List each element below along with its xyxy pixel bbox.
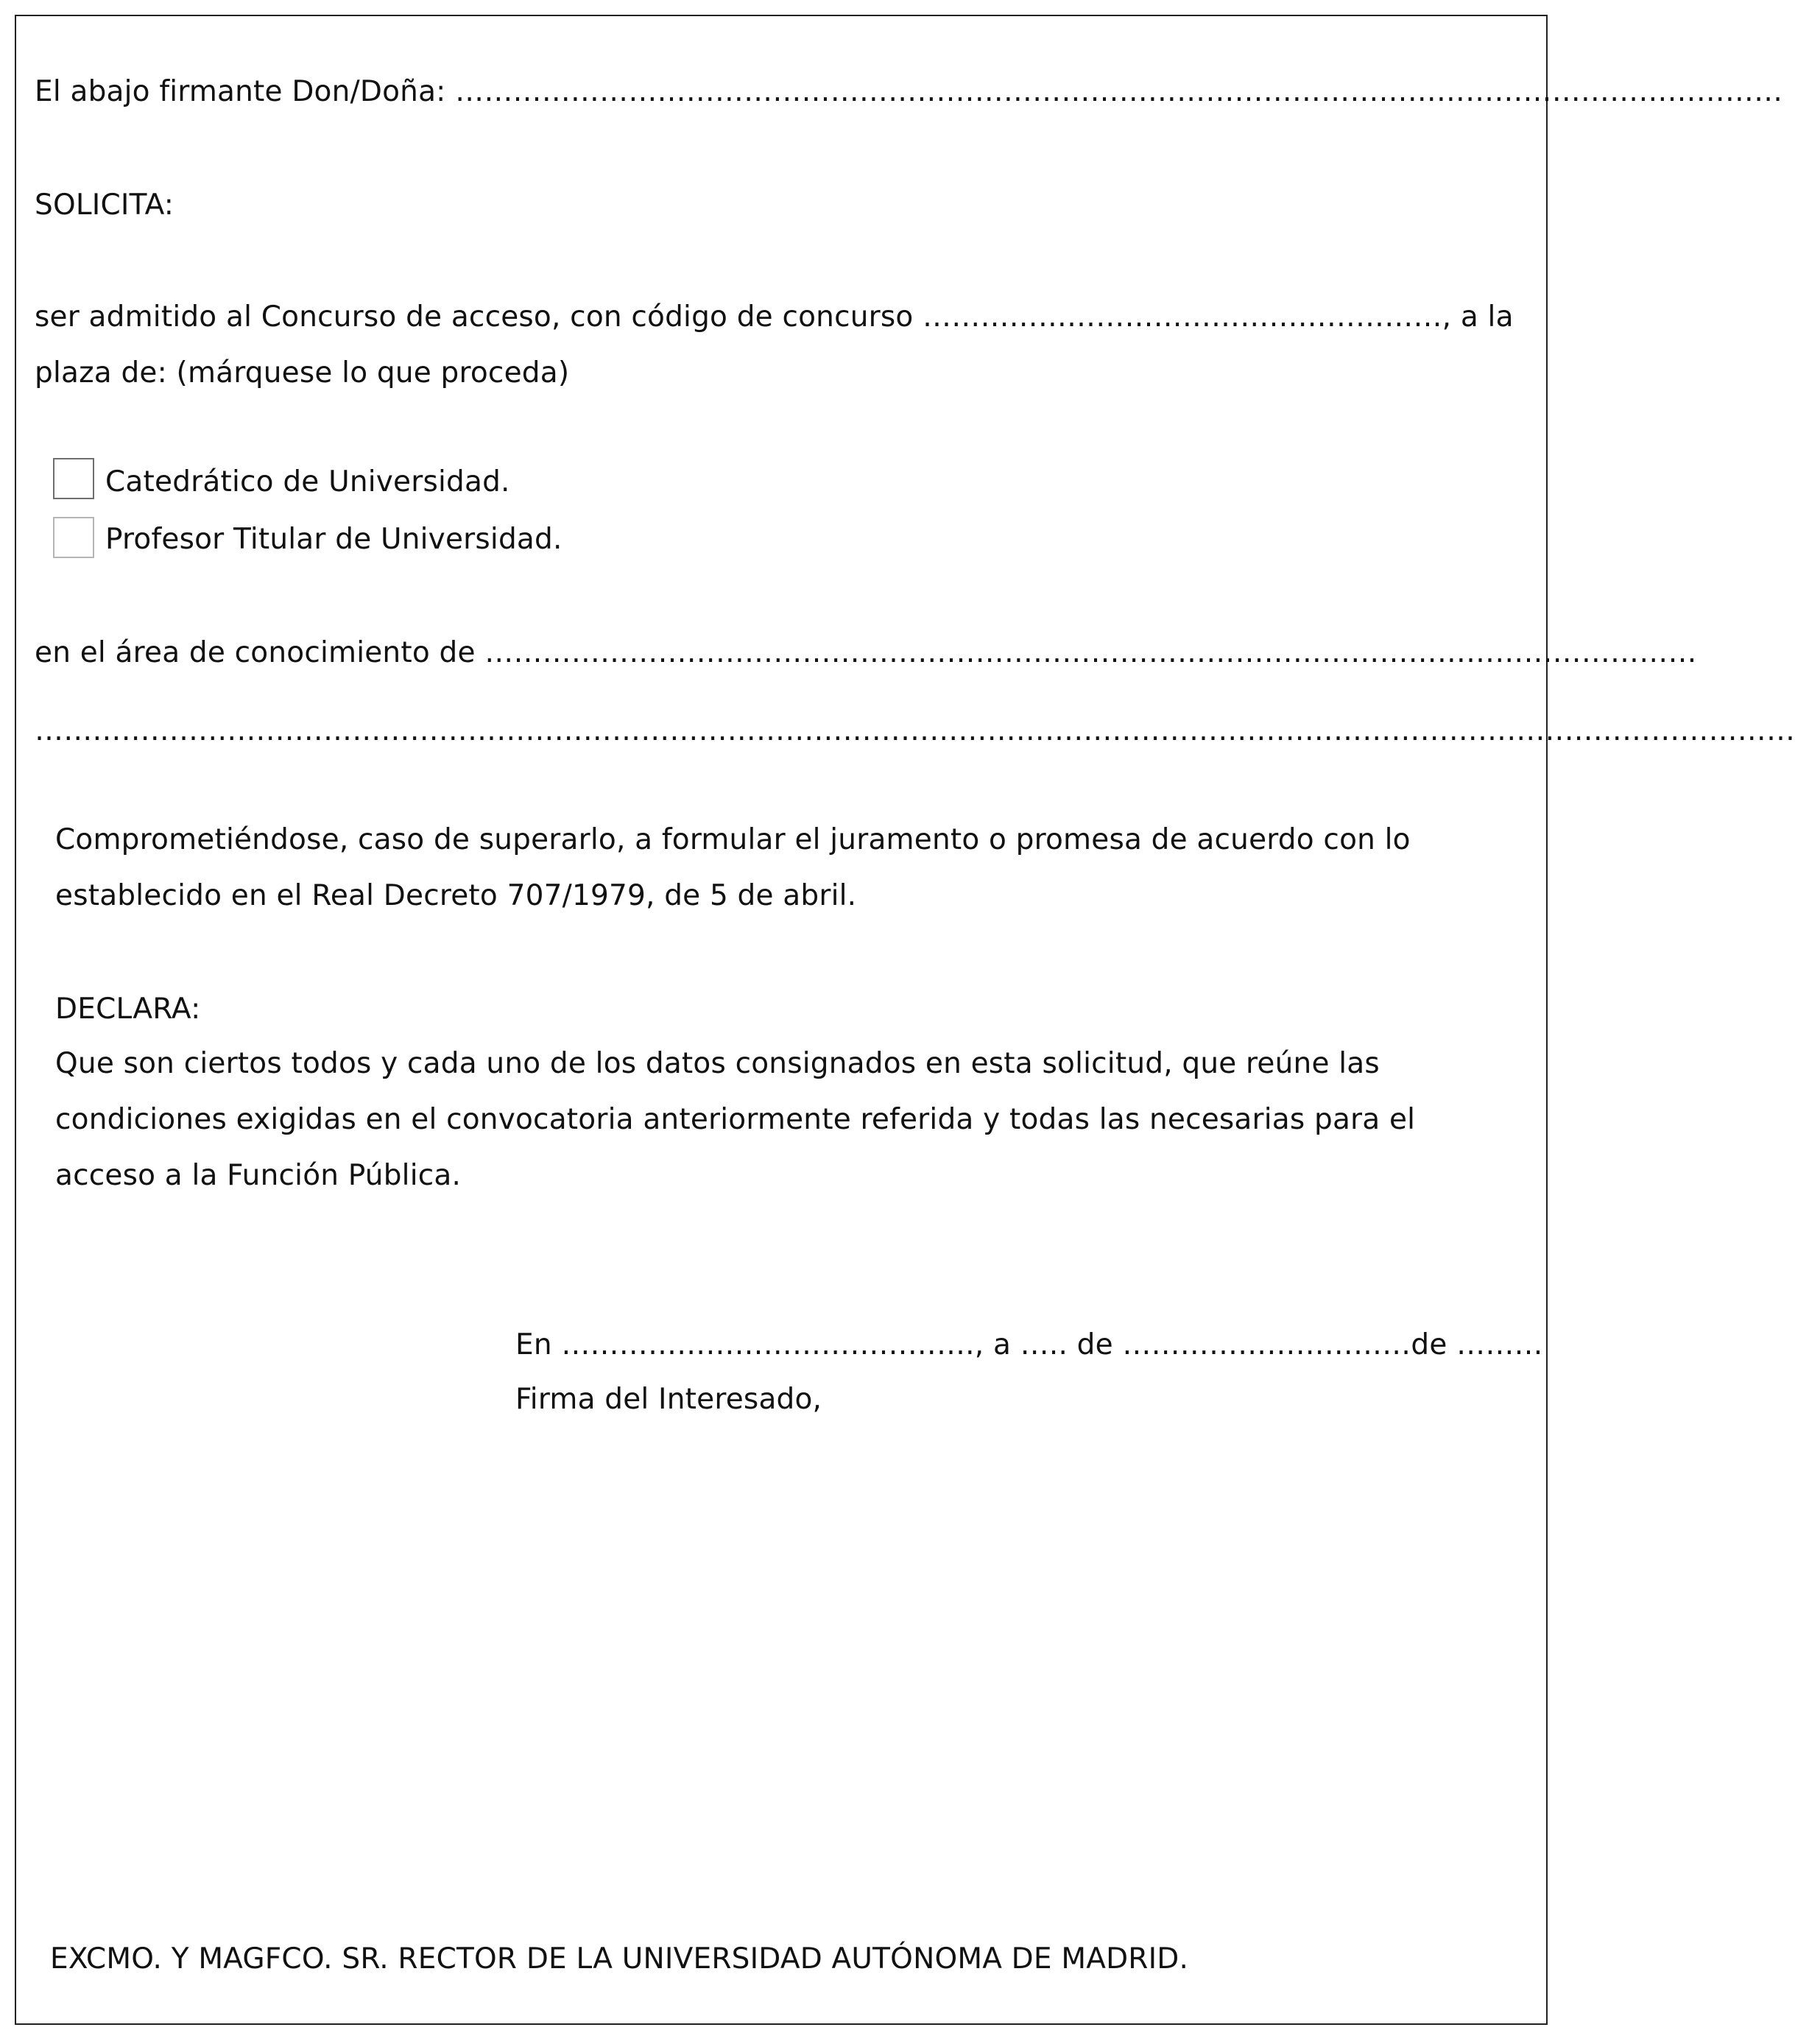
area-conocimiento-continuation-field[interactable]: ………………………………………………………………………………………………………………………………………………………………… [35,714,1795,747]
declara-heading: DECLARA: [55,993,201,1026]
lugar-fecha-field[interactable]: En ……………………………………., a ….. de …………………………de ……… [515,1328,1543,1361]
destinatario-text: EXCMO. Y MAGFCO. SR. RECTOR DE LA UNIVERSIDAD AUTÓNOMA DE MADRID. [50,1942,1189,1976]
declara-text-line-2: condiciones exigidas en el convocatoria anteriormente referida y todas las necesarias para el [55,1103,1416,1136]
checkbox-catedratico[interactable] [53,458,94,499]
concurso-code-field[interactable]: ser admitido al Concurso de acceso, con código de concurso ………………………………………………, a la [35,300,1514,334]
area-conocimiento-field[interactable]: en el área de conocimiento de ……………………………………………………………………………………………………………… [35,636,1697,669]
option-label-catedratico: Catedrático de Universidad. [105,465,510,498]
solicita-heading: SOLICITA: [35,188,174,222]
declara-text-line-1: Que son ciertos todos y cada uno de los datos consignados en esta solicitud, que reúne las [55,1047,1380,1080]
option-label-profesor-titular: Profesor Titular de Universidad. [105,523,563,556]
plaza-instruction: plaza de: (márquese lo que proceda) [35,356,570,390]
compromiso-text-line-2: establecido en el Real Decreto 707/1979, de 5 de abril. [55,879,857,912]
declara-text-line-3: acceso a la Función Pública. [55,1159,462,1192]
checkbox-profesor-titular[interactable] [53,517,94,558]
compromiso-text-line-1: Comprometiéndose, caso de superarlo, a formular el juramento o promesa de acuerdo con lo [55,823,1411,856]
firmante-field[interactable]: El abajo firmante Don/Doña: ………………………………………………………………………………………………………………………… [35,75,1783,108]
firma-label: Firma del Interesado, [515,1383,822,1416]
